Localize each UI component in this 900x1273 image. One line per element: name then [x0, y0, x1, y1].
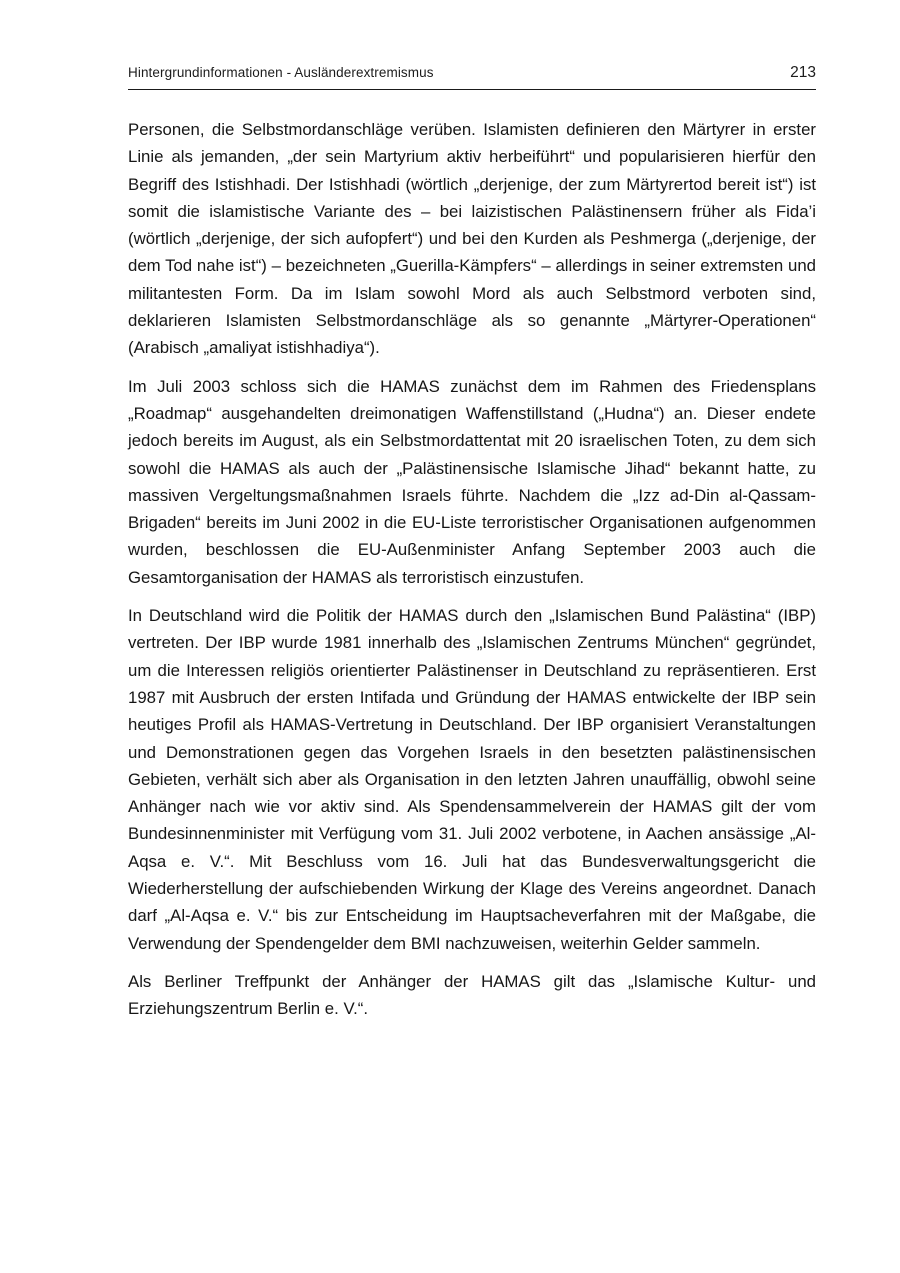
- paragraph-ibp-deutschland: In Deutschland wird die Politik der HAMAS durch den „Islamischen Bund Palästina“ (IBP) vertreten. Der IBP wurde 1981 innerhalb des „Islamischen Zentrums München“ gegründet, um die Interessen religiös orientierter Palästinenser in Deutschland zu repräsentieren. Erst 1987 mit Ausbruch der ersten Intifada und Gründung der HAMAS entwickelte der IBP sein heutiges Profil als HAMAS-Vertretung in Deutschland. Der IBP organisiert Veranstaltungen und Demonstrationen gegen das Vorgehen Israels in den besetzten palästinensischen Gebieten, verhält sich aber als Organisation in den letzten Jahren unauffällig, obwohl seine Anhänger nach wie vor aktiv sind. Als Spendensammelverein der HAMAS gilt der vom Bundesinnenminister mit Verfügung vom 31. Juli 2002 verbotene, in Aachen ansässige „Al-Aqsa e. V.“. Mit Beschluss vom 16. Juli hat das Bundesverwaltungsgericht die Wiederherstellung der aufschiebenden Wirkung der Klage des Vereins angeordnet. Danach darf „Al-Aqsa e. V.“ bis zur Entscheidung im Hauptsacheverfahren mit der Maßgabe, die Verwendung der Spendengelder dem BMI nachzuweisen, weiterhin Gelder sammeln.: [128, 606, 816, 953]
- running-header-title: Hintergrundinformationen - Ausländerextremismus: [128, 65, 434, 80]
- page-header: [128, 64, 816, 90]
- paragraph-hamas-hudna: Im Juli 2003 schloss sich die HAMAS zunächst dem im Rahmen des Friedensplans „Roadmap“ ausgehandelten dreimonatigen Waffenstillstand („Hudna“) an. Dieser endete jedoch bereits im August, als ein Selbstmordattentat mit 20 israelischen Toten, zu dem sich sowohl die HAMAS als auch der „Palästinensische Islamische Jihad“ bekannt hatte, zu massiven Vergeltungsmaßnahmen Israels führte. Nachdem die „Izz ad-Din al-Qassam-Brigaden“ bereits im Juni 2002 in die EU-Liste terroristischer Organisationen aufgenommen wurden, beschlossen die EU-Außenminister Anfang September 2003 auch die Gesamtorganisation der HAMAS als terroristisch einzustufen.: [128, 376, 816, 587]
- page-number: 213: [790, 64, 816, 81]
- paragraph-martyrer-definition: Personen, die Selbstmordanschläge verüben. Islamisten definieren den Märtyrer in erster Linie als jemanden, „der sein Martyrium aktiv herbeiführt“ und popularisieren hierfür den Begriff des Istishhadi. Der Istishhadi (wörtlich „derjenige, der zum Märtyrertod bereit ist“) ist somit die islamistische Variante des – bei laizistischen Palästinensern früher als Fida’i (wörtlich „derjenige, der sich aufopfert“) und bei den Kurden als Peshmerga („derjenige, der dem Tod nahe ist“) – bezeichneten „Guerilla-Kämpfers“ – allerdings in seiner extremsten und militantesten Form. Da im Islam sowohl Mord als auch Selbstmord verboten sind, deklarieren Islamisten Selbstmordanschläge als so genannte „Märtyrer-Operationen“ (Arabisch „amaliyat istishhadiya“).: [128, 120, 816, 358]
- page-body-text: [128, 116, 816, 1023]
- paragraph-berliner-treffpunkt: Als Berliner Treffpunkt der Anhänger der HAMAS gilt das „Islamische Kultur- und Erziehungszentrum Berlin e. V.“.: [128, 971, 816, 1019]
